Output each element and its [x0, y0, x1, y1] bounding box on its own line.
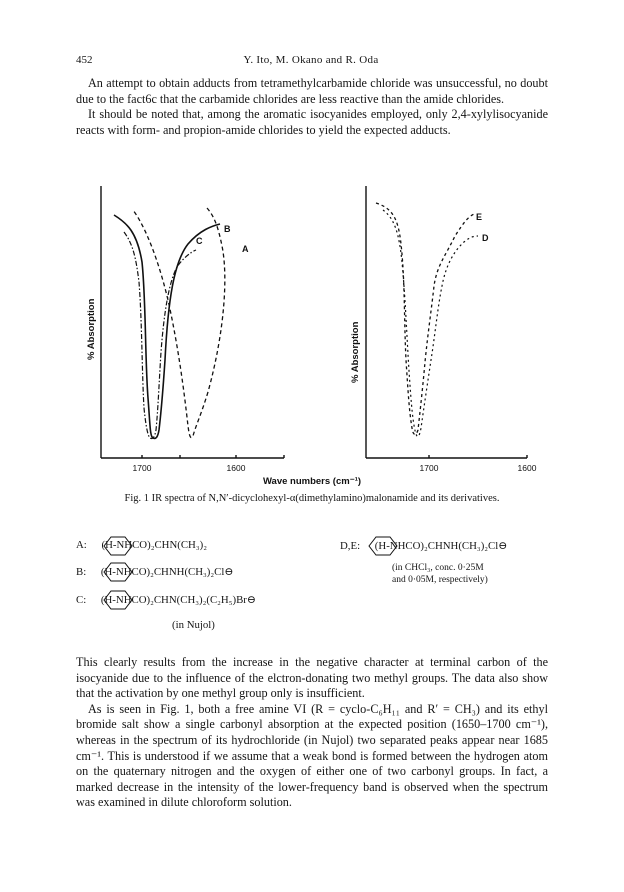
- left-y-axis-label: % Absorption: [86, 298, 97, 360]
- paragraph-2: It should be noted that, among the aromatic isocyanides employed, only 2,4-xylylisocyanide reacts with form- and propion-amide chlorides to yield the expected adducts.: [76, 107, 548, 137]
- legend-de-formula: (H-NHCO)₂CHNH(CH₃)₂Cl⊖: [374, 540, 508, 552]
- legend-a-label: A:: [76, 539, 87, 551]
- legend-a: [76, 539, 207, 551]
- de-note-2: and 0·05M, respectively): [392, 575, 488, 585]
- curve-label-a: A: [242, 244, 249, 254]
- right-tick-label-1600: 1600: [517, 463, 537, 473]
- paragraph-3: This clearly results from the increase in the negative character at terminal carbon of the isocyanide due to the influence of the elctron-donating two methyl groups. The data also show that the activation by one methyl group only is insufficient.: [76, 655, 548, 701]
- legend-c: [76, 593, 256, 606]
- legend-b-formula: (H-NHCO)₂CHNH(CH₃)₂Cl⊖: [100, 566, 234, 578]
- right-y-axis-label: % Absorption: [350, 321, 361, 383]
- legend-b: [76, 565, 233, 578]
- nujol-note: (in Nujol): [172, 619, 215, 631]
- x-axis-label: Wave numbers (cm⁻¹): [262, 476, 362, 487]
- bottom-text: [76, 655, 548, 811]
- legend-c-formula: (H-NHCO)₂CHN(CH₃)₂(C₂H₅)Br⊖: [100, 594, 256, 606]
- paragraph-1: An attempt to obtain adducts from tetramethylcarbamide chloride was unsuccessful, no doubt due to the fact6c that the carbamide chlorides are less reactive than the amide chlorides.: [76, 76, 548, 106]
- legend-b-label: B:: [76, 566, 87, 578]
- curve-a: [133, 208, 225, 438]
- right-spectrum-panel: [366, 186, 527, 458]
- de-note-1: (in CHCl₃, conc. 0·25M: [392, 563, 484, 573]
- legend-de-label: D,E:: [340, 540, 361, 552]
- curve-label-b: B: [224, 224, 231, 234]
- legend-a-formula: (H-NHCO)₂CHN(CH₃)₂: [101, 539, 207, 551]
- curve-b: [114, 215, 220, 438]
- left-tick-label-1600: 1600: [226, 463, 246, 473]
- curve-label-c: C: [196, 236, 203, 246]
- figure-caption: Fig. 1 IR spectra of N,N′-dicyclohexyl-α(dimethylamino)malonamide and its derivatives.: [124, 493, 500, 504]
- legend-de: [340, 539, 507, 552]
- curve-label-d: D: [482, 233, 489, 243]
- paragraph-4: As is seen in Fig. 1, both a free amine VI (R = cyclo-C₆H₁₁ and R′ = CH₃) and its ethyl bromide salt show a single carbonyl absorption at the expected position (1650–1700 cm⁻¹), whereas in the spectrum of its hydrochloride (in Nujol) two separated peaks appear near 1685 cm⁻¹. This is understood if we assume that a weak bond is formed between the hydrogen atom on the quaternary nitrogen and the oxygen of either one of two carbonyl groups. In fact, a marked decrease in the intensity of the lower-frequency band is observed when the spectrum was examined in dilute chloroform solution.: [76, 701, 548, 810]
- curve-label-e: E: [476, 212, 483, 222]
- left-tick-label-1700: 1700: [132, 463, 152, 473]
- right-tick-label-1700: 1700: [419, 463, 439, 473]
- page-number: 452: [76, 54, 93, 66]
- running-head-authors: Y. Ito, M. Okano and R. Oda: [243, 54, 379, 66]
- curve-d: [383, 210, 478, 436]
- legend-c-label: C:: [76, 594, 87, 606]
